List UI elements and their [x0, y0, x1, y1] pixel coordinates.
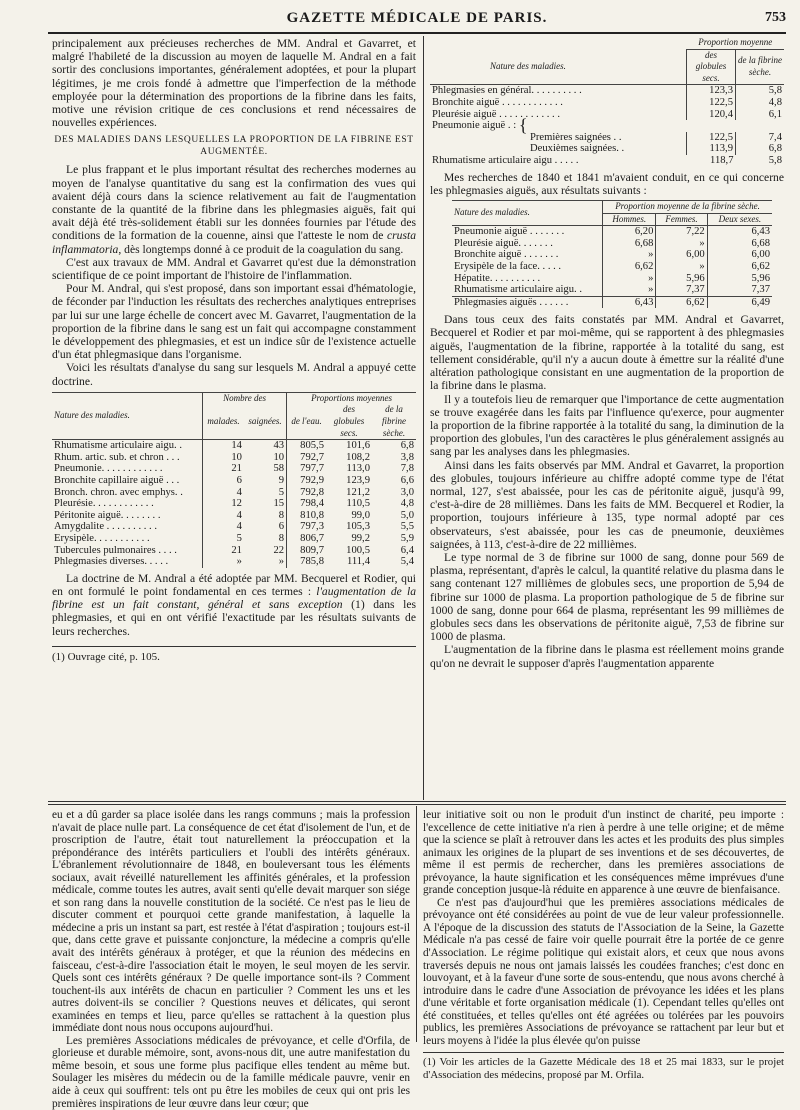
table-cell-label: Phlegmasies diverses. . . . . [54, 556, 169, 568]
table-cell-value: 12 [203, 498, 244, 510]
table-cell-label: Pleurésie. . . . . . . . . . . . [54, 498, 154, 510]
table-cell-value: 5,96 [707, 273, 772, 285]
table-cell-value: 43 [273, 440, 285, 452]
table-cell-value: » [603, 249, 656, 261]
table-header: malades. [203, 404, 244, 439]
table-row [52, 533, 416, 545]
table-row [52, 452, 416, 464]
table-cell-value: 6,68 [707, 238, 772, 250]
table-row [452, 249, 772, 261]
footnote: (1) Ouvrage cité, p. 105. [52, 650, 160, 663]
table-row [452, 273, 772, 285]
table-row [430, 109, 784, 121]
table-header: de la fibrine sèche. [736, 49, 785, 85]
table-cell-value: 101,6 [346, 440, 370, 452]
table-cell-label: Pleurésie aiguë. . . . . . . [454, 237, 553, 249]
table-cell-value: 8 [278, 509, 285, 521]
page-header [48, 6, 786, 32]
table-cell-value: 4 [203, 487, 244, 499]
table-row [52, 463, 416, 475]
table-row-total: Phlegmasies aiguës . . . . . . 6,43 6,62 6,49 [454, 296, 770, 308]
table-cell-value: » [656, 238, 707, 250]
table-cell-label: Bronchite aiguë . . . . . . . . . . . . [432, 96, 563, 108]
table-header: Nature des maladies. [54, 410, 130, 421]
table-row [52, 475, 416, 487]
table-cell-value: 6,00 [707, 249, 772, 261]
table-cell-value: 122,5 [687, 132, 736, 144]
table-cell-value: 113,0 [346, 463, 370, 475]
table-cell-value: 15 [273, 498, 285, 510]
table-cell-value: 3,8 [400, 451, 414, 463]
table-cell-value: 100,5 [346, 544, 370, 556]
table-cell-label: Bronchite aiguë . . . . . . . [454, 249, 559, 261]
table-cell-value: 121,2 [346, 486, 370, 498]
table-cell-value: 7,4 [736, 132, 785, 144]
table-cell-label: Deuxièmes saignées. . [530, 143, 625, 155]
table-cell-value: 6,4 [400, 544, 414, 556]
table-cell-value: 6,1 [736, 109, 785, 121]
table-cell-value: 105,3 [346, 521, 370, 533]
table-cell-value: 809,7 [287, 545, 326, 557]
table-cell-value: 7,37 [707, 284, 772, 296]
left-column [52, 37, 416, 664]
table-cell-value: 792,7 [287, 452, 326, 464]
table-cell-label: Rhumatisme articulaire aigu. . [454, 284, 582, 296]
table-cell-value: 792,8 [287, 487, 326, 499]
table-header: Nature des maladies. [454, 207, 530, 218]
table-cell-value: 108,2 [346, 451, 370, 463]
page-number: 753 [765, 10, 786, 25]
section-divider-2 [48, 804, 786, 805]
table-cell-value: 5 [278, 486, 285, 498]
paragraph: La doctrine de M. Andral a été adoptée par MM. Becquerel et Rodier, qui en ont formulé le point fondamental en ces termes : l'augmentation de la fibrine est un fait constant, général et sans exception (1) dans les phlegmasies, et qui en ont vérifié l'exactitude par les résultats suivants de leurs recherches. [52, 571, 417, 638]
table-row [430, 97, 784, 109]
paragraph: eu et a dû garder sa place isolée dans les rangs communs ; mais la profession n'avait de place nulle part. La conséquence de cet état d'isolement de l'un, et de proscription de l'autre, était tout naturellement la préoccupation et la prépondérance des intérêts particuliers et l'oubli des intérêts généraux. L'ébranlement révolutionnaire de 1848, en bouleversant tous les éléments sociaux, avait réveillé naturellement les affinités générales, et la profession médicale, comme toutes les autres, avait senti qu'elle devait marquer son siége et son rang dans la nouvelle constitution de la société. Ce n'est pas le lieu de discuter comment et pourquoi cette grande manifestation, à laquelle la médecine a pris un instant sa part, est restée à l'état d'aspiration ; toujours est-il que, dans cette grave et puissante conjoncture, la médecine a compris qu'elle avait des intérêts généraux à protéger, et que la réunion des médecins en faisceau, c'est-à-dire l'association était le moyen, le seul moyen de les servir. Quels sont ces intérêts généraux ? De quelle importance sont-ils ? Comment touchent-ils aux intérêts de chacun en particulier ? Comment les uns et les autres doivent-ils se concilier ? Questions neuves et délicates, qui seront examinées en temps et lieu, parce qu'elles se rattachent à la question plus immédiate dont nous nous occupons aujourd'hui. [52, 809, 410, 1035]
table-cell-value: 7,8 [400, 463, 414, 475]
table-cell-value: 798,4 [287, 498, 326, 510]
paragraph: Le type normal de 3 de fibrine sur 1000 de sang, donne pour 569 de plasma, représentant, d'après le calcul, la quantité relative du plasma dans le sang contenant 127 millièmes de globules secs, une proportion de 5,94 de fibrine sur 1000 de plasma. La proportion pathologique de 5 de fibrine sur 1000 de sang, donne pour 664 de plasma, représentant les 99 millièmes de globules secs dans les observations de péritonite aiguë, 7,53 de fibrine sur 1000 de plasma. [430, 550, 784, 644]
section-heading: DES MALADIES DANS LESQUELLES LA PROPORTION DE LA FIBRINE EST AUGMENTÉE. [54, 135, 414, 158]
table-row [452, 226, 772, 238]
paragraph: leur initiative soit ou non le produit d'un instinct de charité, peu importe : l'excellence de cette initiative n'a rien à perdre à une telle origine; et de même que la science se plaît à retrouver dans les actes et les produits des plus simples animaux les origines de la plupart de ses inventions et de ses découvertes, de même il est permis de rechercher, dans les premières associations de prévoyance, la haute signification et les conséquences même imprévues d'une grande conception jusque-là réduite en apparence à une œuvre de bienfaisance. [423, 809, 784, 897]
table-cell-value: 6,43 [707, 226, 772, 238]
table-row [430, 143, 784, 155]
table-cell-value: 785,8 [287, 556, 326, 568]
table-cell-value: 6 [278, 521, 285, 533]
table-cell-label: Bronchite capillaire aiguë . . . [54, 475, 180, 487]
table-cell-value: 110,5 [346, 498, 370, 510]
table-cell-value: 111,4 [346, 556, 370, 568]
footnote: (1) Voir les articles de la Gazette Médicale des 18 et 25 mai 1833, sur le projet d'Association des médecins, proposé par M. Orfila. [423, 1056, 784, 1081]
table-cell-value: 4,8 [400, 498, 414, 510]
paragraph: Pour M. Andral, qui s'est proposé, dans son important essai d'hématologie, de féconder par l'induction les résultats des recherches analytiques entreprises par lui sur une large échelle de concert avec M. Gavarret, l'augmentation de la proportion de la fibrine dans le sang est un fait qui accompagne constamment le développement des phlegmasies, et est un indice sûr de l'existence actuelle d'un état phlegmasique dans l'organisme. [52, 282, 416, 362]
table-cell-label: Tubercules pulmonaires . . . . [54, 544, 177, 556]
table-cell-value: 5,9 [400, 533, 414, 544]
table-cell-label: Premières saignées . . [530, 131, 622, 143]
table-row [430, 132, 784, 144]
table-cell-value: 5,0 [400, 509, 414, 521]
table-cell-value: 9 [278, 475, 285, 487]
paragraph: C'est aux travaux de MM. Andral et Gavarret qu'est due la démonstration scientifique de ce point important de l'histoire de l'inflammation. [52, 255, 416, 283]
table-becquerel [430, 37, 784, 167]
table-cell-value: 14 [203, 440, 244, 452]
table-cell-label: Pneumonie aiguë . . . . . . . [454, 226, 565, 238]
table-cell-label: Rhum. artic. sub. et chron . . . [54, 451, 180, 463]
table-cell-value: 805,5 [287, 440, 326, 452]
table-cell-value: 7,22 [656, 226, 707, 238]
table-cell-label: Rhumatisme articulaire aigu. . [54, 440, 182, 452]
table-row [52, 510, 416, 522]
table-cell-value: 6,8 [736, 143, 785, 155]
table-row [430, 85, 784, 97]
table-cell-label: Bronch. chron. avec emphys. . [54, 486, 183, 498]
paragraph: L'augmentation de la fibrine dans le plasma est réellement moins grande qu'on ne devrait le supposer d'après l'augmentation apparente [430, 643, 784, 670]
table-header: Proportion moyenne [687, 37, 785, 49]
table-cell-label: Hépatite. . . . . . . . . . [454, 272, 541, 284]
table-cell-value: 99,2 [351, 533, 370, 544]
table-cell-value: » [203, 556, 244, 568]
table-cell-value: 58 [273, 463, 285, 475]
table-cell-value: 6,62 [707, 261, 772, 273]
table-cell-value: 806,7 [287, 533, 326, 545]
table-header: de la fibrine sèche. [382, 404, 406, 438]
table-cell-value: 21 [203, 545, 244, 557]
table-cell-value: 5,5 [400, 521, 414, 533]
bottom-left-column [52, 809, 410, 1110]
table-cell-value: 22 [273, 544, 285, 556]
paragraph: Voici les résultats d'analyse du sang sur lesquels M. Andral a appuyé cette doctrine. [52, 361, 416, 388]
table-cell-value: 5 [203, 533, 244, 545]
table-cell-value: 99,0 [351, 509, 370, 521]
paragraph: Mes recherches de 1840 et 1841 m'avaient conduit, en ce qui concerne les phlegmasies aiguës, aux résultats suivants : [430, 170, 784, 197]
table-cell-value: 10 [273, 451, 285, 463]
table-cell-value: 5,4 [400, 556, 414, 568]
table-cell-value: 797,7 [287, 463, 326, 475]
table-header: saignées. [248, 416, 282, 427]
table-cell-value: 3,0 [400, 486, 414, 498]
table-cell-value: 6,8 [400, 440, 414, 452]
table-cell-value: 123,9 [346, 475, 370, 487]
table-cell-value: 4 [203, 510, 244, 522]
table-cell-value: 792,9 [287, 475, 326, 487]
table-cell-value: 120,4 [687, 109, 736, 121]
right-column [430, 37, 784, 670]
table-cell-value: 6,20 [603, 226, 656, 238]
table-cell-value: 6,6 [400, 475, 414, 487]
table-cell-value: 8 [278, 533, 285, 544]
table-row [52, 498, 416, 510]
table-andral [52, 392, 416, 568]
table-cell-value: 113,9 [687, 143, 736, 155]
paragraph: Les premières Associations médicales de prévoyance, et celle d'Orfila, de glorieuse et durable mémoire, sont, avons-nous dit, une autre manifestation du même besoin, et sous une forme plus pacifique elles tendent au même but. Soulager les misères du médecin ou de la famille médicale pauvre, venir en aide à ceux qui souffrent: tels ont pu être les mobiles de ceux qui ont pris les premières inspirations de leur œuvre dans leur cœur; que [52, 1034, 410, 1110]
table-cell-value: » [603, 284, 656, 296]
table-row [452, 284, 772, 296]
table-cell-value: 4 [203, 521, 244, 533]
table-row: Rhumatisme articulaire aigu . . . . . 118,7 5,8 [432, 154, 782, 166]
table-header: de l'eau. [287, 404, 326, 439]
journal-title: GAZETTE MÉDICALE DE PARIS. [286, 10, 548, 26]
paragraph: Le plus frappant et le plus important résultat des recherches modernes au moyen de l'analyse quantitative du sang est la confirmation des vues qui avaient déjà cours dans la science relativement au fait de l'augmentation constante de la quantité de la fibrine dans les phlegmasies aiguës, fait qui avait déjà été très-solidement établi sur les données fournies par l'étude des conditions de la formation de la couenne, ainsi que l'atteste le nom de crusta inflammatoria, dès longtemps donné à ce produit de la coagulation du sang. [52, 163, 416, 256]
table-cell-value: 797,3 [287, 521, 326, 533]
table-row [452, 238, 772, 250]
section-divider [48, 801, 786, 802]
table-header: Proportions moyennes [287, 392, 416, 404]
column-divider-bottom [416, 806, 417, 1042]
table-row [52, 545, 416, 557]
paragraph: principalement aux précieuses recherches de MM. Andral et Gavarret, et malgré l'habileté de la discussion au moyen de laquelle M. Andral en a fait sortir des conclusions importantes, généralement adoptées, et pour la plupart légitimes, je me crois fondé à admettre que l'imperfection de la méthode employée pour la détermination des proportions de la fibrine dans les faits, motive une révision critique de ces conclusions et rend nécessaires de nouvelles expériences. [52, 37, 416, 130]
table-cell-value: 5,8 [736, 85, 785, 97]
table-cell-label: Erysipèle. . . . . . . . . . . [54, 533, 150, 544]
paragraph: Ce n'est pas d'aujourd'hui que les premières associations médicales de prévoyance ont été considérées au point de vue de leur valeur professionnelle. A l'époque de la discussion des statuts de l'Association de la Seine, la Gazette Médicale n'a pas cessé de faire voir quelle pourrait être la portée de ce genre d'Association. Le régime politique qui existait alors, et ceux que nous avons traversés depuis ne nous ont jamais laissés les coudées franches; c'est donc en louvoyant, et à la faveur d'une sorte de sous-entendu, que nous avons cherché à introduire dans le cadre d'une Association de prévoyance les idées et les plans d'une véritable et forte organisation médicale (1). Cependant telles qu'elles ont été constituées, et telles qu'elles ont été agréées ou tolérées par les pouvoirs publics, les premières Associations de prévoyance se rattachent par leur but et leurs moyens à l'idée la plus élevée qu'on puisse [423, 896, 784, 1047]
table-header: Deux sexes. [707, 213, 772, 226]
table-cell-value: 6,62 [603, 261, 656, 273]
table-row: Pneumonie aiguë . : { [432, 115, 528, 136]
table-cell-value: 6 [203, 475, 244, 487]
table-cell-value: » [278, 556, 285, 568]
table-row [52, 556, 416, 568]
table-header: Femmes. [656, 213, 707, 226]
table-cell-value: » [656, 261, 707, 273]
footnote-rule [423, 1052, 784, 1053]
table-cell-label: Pleurésie aiguë . . . . . . . . . . . . [432, 108, 560, 120]
table-cell-value: 10 [203, 452, 244, 464]
paragraph: Ainsi dans les faits observés par MM. Andral et Gavarret, la proportion des globules, toujours inférieure au chiffre adopté comme type de l'état normal, 127, s'est abaissée, pour les cas de péritonite aiguë, jusqu'à 99, c'est-à-dire de 28 millièmes. Dans les faits de MM. Becquerel et Rodier, la proportion, toujours inférieure à 135, type normal adopté par ces observateurs, s'est abaissée, pour les cas de pneumonie, deuxièmes saignées, à 113, c'est-à-dire de 22 millièmes. [430, 458, 784, 551]
header-rule [48, 32, 786, 34]
table-cell-label: Pneumonie. . . . . . . . . . . . [54, 463, 163, 475]
table-cell-value: 122,5 [687, 97, 736, 109]
table-header: Hommes. [603, 213, 656, 226]
table-row [52, 440, 416, 452]
table-header: des globules secs. [687, 49, 736, 85]
table-cell-value: 810,8 [287, 510, 326, 522]
table-cell-label: Péritonite aiguë. . . . . . . . [54, 509, 161, 521]
table-header: Nature des maladies. [490, 60, 566, 71]
paragraph: Il y a toutefois lieu de remarquer que l'importance de cette augmentation se trouve exagérée dans les faits par l'influence qu'exerce, pour augmenter la proportion de la fibrine rapportée à la totalité du sang, la diminution de la proportion des globules, l'un des caractères le plus généralement assignés au sang par les analyses dans les phlegmasies. [430, 392, 784, 459]
table-cell-value: 21 [203, 463, 244, 475]
table-cell-value: 4,8 [736, 97, 785, 109]
table-cell-value: 5,96 [656, 273, 707, 285]
table-row [452, 261, 772, 273]
table-cell-value: 6,00 [656, 249, 707, 261]
table-cell-label: Amygdalite . . . . . . . . . . [54, 521, 157, 533]
column-divider-top [423, 36, 424, 800]
table-row [52, 521, 416, 533]
table-header: Proportion moyenne de la fibrine sèche. [603, 200, 772, 213]
table-header: Nombre des [203, 392, 287, 404]
bottom-right-column [423, 809, 784, 1081]
table-row [52, 487, 416, 499]
table-header: des globules secs. [333, 404, 365, 438]
table-cell-value: » [603, 273, 656, 285]
table-author [452, 200, 772, 308]
table-cell-label: Erysipèle de la face. . . . . [454, 260, 562, 272]
table-cell-label: Phlegmasies en général. . . . . . . . . . [432, 85, 582, 97]
table-cell-value: 7,37 [656, 284, 707, 296]
footnote-rule [52, 646, 416, 647]
table-cell-value: 6,68 [603, 238, 656, 250]
table-cell-value: 123,3 [687, 85, 736, 97]
paragraph: Dans tous ceux des faits constatés par MM. Andral et Gavarret, Becquerel et Rodier et par moi-même, qui se rapportent à des phlegmasies aiguës, l'augmentation de la fibrine, rapportée à la totalité du sang, est tellement considérable, qu'il n'y a aucun doute à émettre sur la réalité d'une altération pathologique consistant en une augmentation de la proportion de la fibrine dans le plasma. [430, 313, 784, 393]
